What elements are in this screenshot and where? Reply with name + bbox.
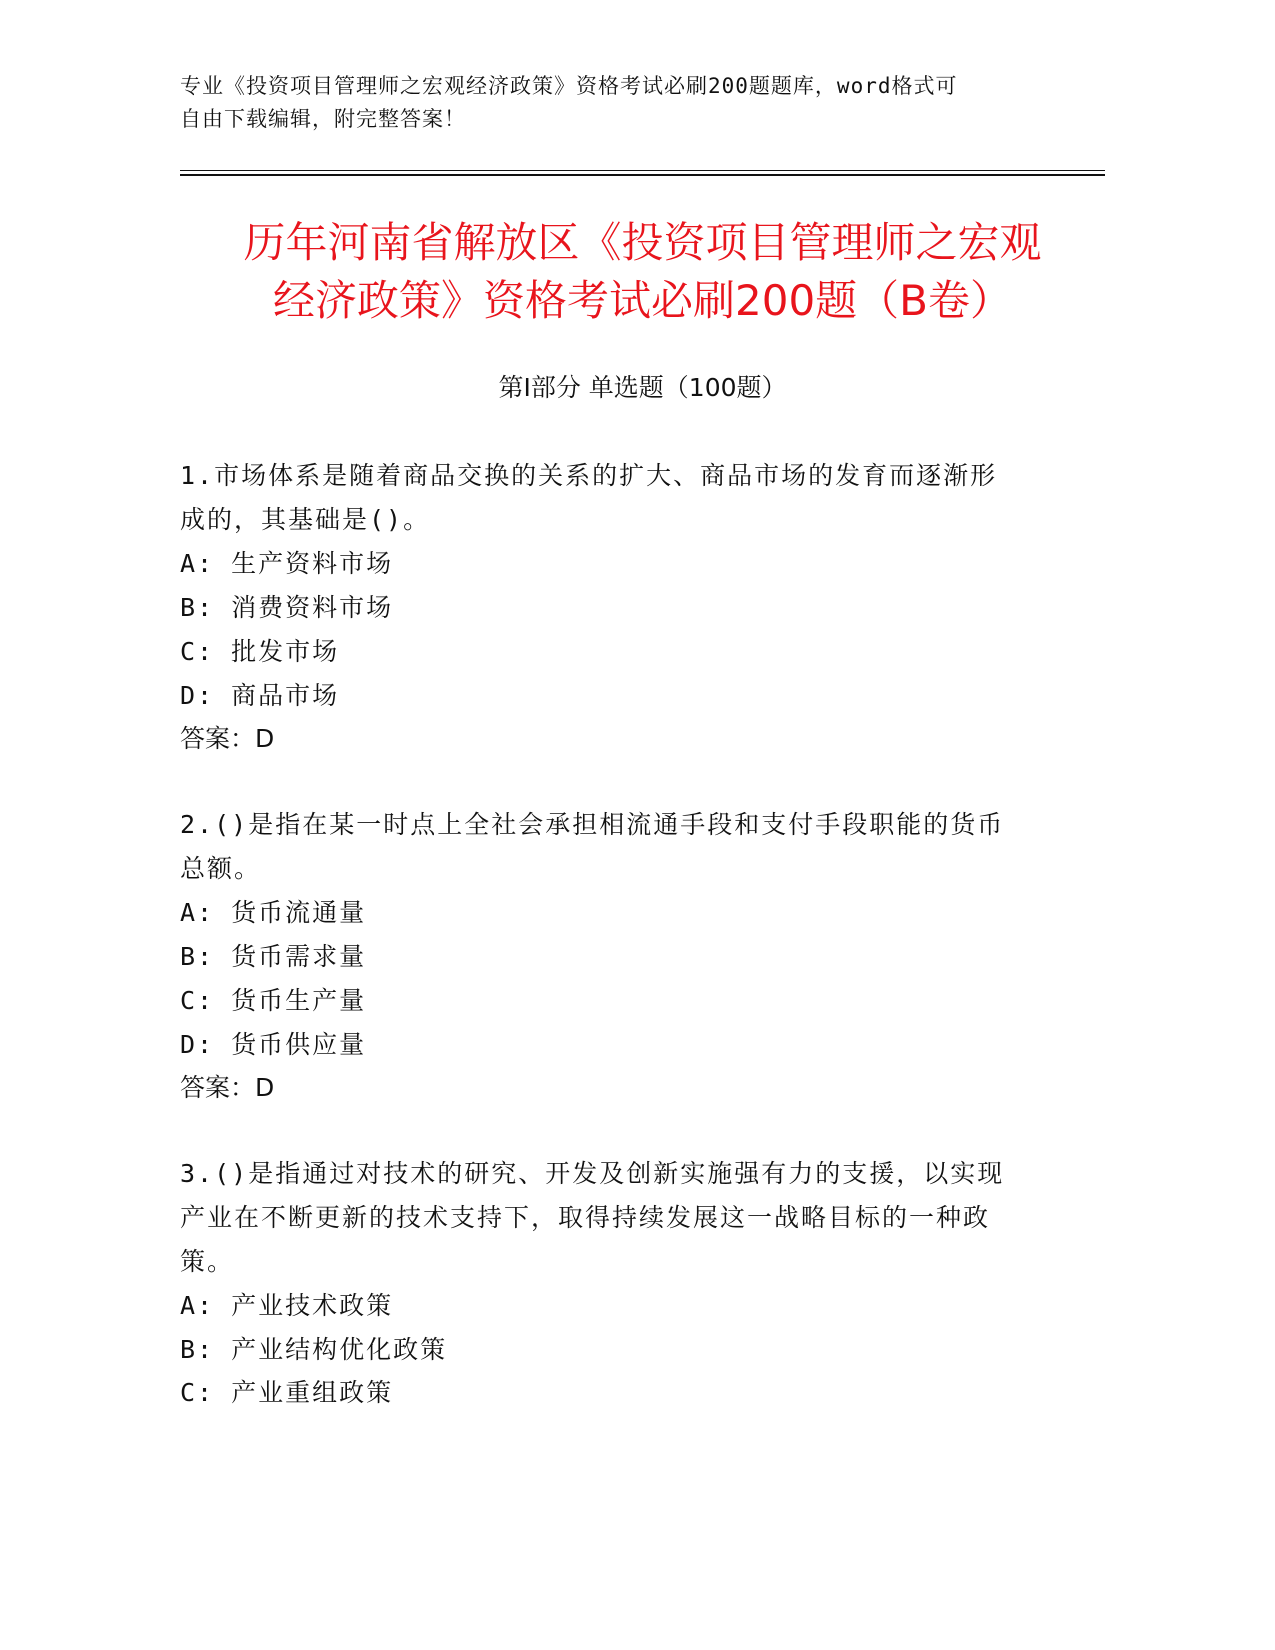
header-note [180,70,1060,136]
option-d: D: 商品市场 [180,681,340,710]
option-d: D: 货币供应量 [180,1030,367,1059]
option-a: A: 生产资料市场 [180,549,394,578]
question-stem: 总额。 [180,854,262,883]
question-stem: 3.()是指通过对技术的研究、开发及创新实施强有力的支援，以实现 [180,1159,1005,1188]
question-stem: 1.市场体系是随着商品交换的关系的扩大、商品市场的发育而逐渐形 [180,461,998,490]
section-heading: 第Ⅰ部分 单选题（100题） [498,373,787,402]
option-a: A: 产业技术政策 [180,1291,394,1320]
document-title [180,214,1105,330]
option-a: A: 货币流通量 [180,898,367,927]
option-c: C: 货币生产量 [180,986,367,1015]
option-c: C: 批发市场 [180,637,340,666]
question-stem: 产业在不断更新的技术支持下，取得持续发展这一战略目标的一种政 [180,1203,991,1232]
title-line: 历年河南省解放区《投资项目管理师之宏观 [243,218,1042,267]
title-line: 经济政策》资格考试必刷200题（B卷） [273,276,1012,325]
option-b: B: 消费资料市场 [180,593,394,622]
answer: 答案：D [180,1073,275,1102]
header-rule-thin [180,170,1105,171]
header-note-line: 自由下载编辑，附完整答案！ [180,107,466,131]
question-stem: 成的，其基础是()。 [180,505,431,534]
answer: 答案：D [180,724,275,753]
header-rule-thick [180,174,1105,176]
option-b: B: 货币需求量 [180,942,367,971]
question-stem: 策。 [180,1247,235,1276]
header-note-line: 专业《投资项目管理师之宏观经济政策》资格考试必刷200题题库，word格式可 [180,74,958,98]
option-b: B: 产业结构优化政策 [180,1335,448,1364]
option-c: C: 产业重组政策 [180,1378,394,1407]
question-stem: 2.()是指在某一时点上全社会承担相流通手段和支付手段职能的货币 [180,810,1005,839]
